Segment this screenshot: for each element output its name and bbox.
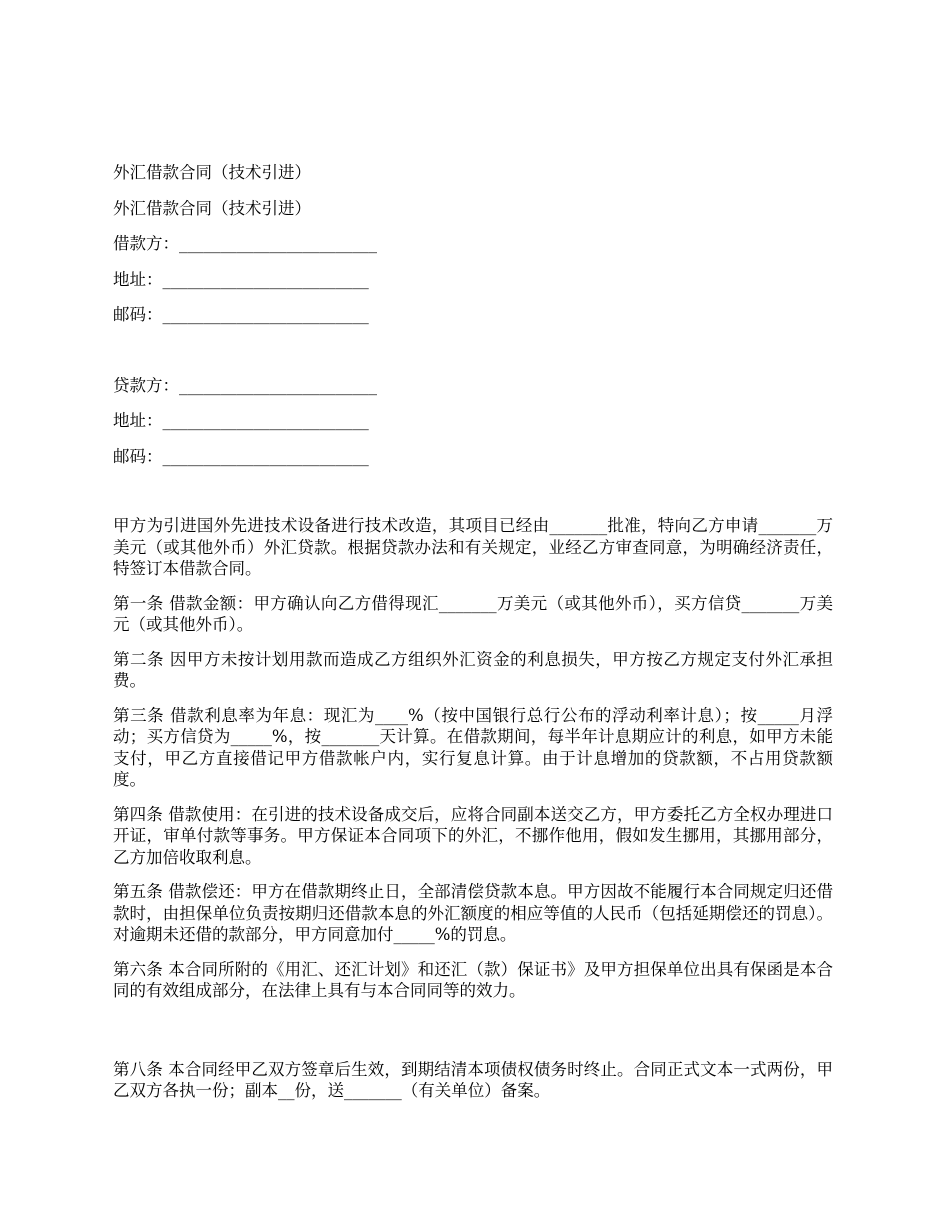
article-6: 第六条 本合同所附的《用汇、还汇计划》和还汇（款）保证书》及甲方担保单位出具有保函是本合同的有效组成部分，在法律上具有与本合同同等的效力。 [113,959,833,1000]
lender-postcode-field: 邮码：_________________________ [113,446,369,466]
borrower-address-field: 地址：_________________________ [113,269,369,289]
article-5: 第五条 借款偿还：甲方在借款期终止日，全部清偿贷款本息。甲方因故不能履行本合同规定归还借款时，由担保单位负责按期归还借款本息的外汇额度的相应等值的人民币（包括延期偿还的罚息）。对逾期未还借的款部分，甲方同意加付_____%的罚息。 [113,882,833,944]
spacer [113,336,833,371]
article-4: 第四条 借款使用：在引进的技术设备成交后，应将合同副本送交乙方，甲方委托乙方全权办理进口开证，审单付款等事务。甲方保证本合同项下的外汇，不挪作他用，假如发生挪用，其挪用部分，乙方加倍收取利息。 [113,804,833,867]
article-3: 第三条 借款利息率为年息：现汇为____%（按中国银行总行公布的浮动利率计息）；按_____月浮动；买方信贷为_____%，按_______天计算。在借款期间，每半年计息期应计的利息，如甲方未能支付，甲乙方直接借记甲方借款帐户内，实行复息计算。由于计息增加的贷款额，不占用贷款额度。 [113,705,833,789]
article-2: 第二条 因甲方未按计划用款而造成乙方组织外汇资金的利息损失，甲方按乙方规定支付外汇承担费。 [113,649,833,690]
borrower-name-field: 借款方：________________________ [113,234,377,253]
article-1: 第一条 借款金额：甲方确认向乙方借得现汇_______万美元（或其他外币），买方信贷_______万美元（或其他外币）。 [113,593,833,634]
spacer [113,477,833,515]
borrower-postcode-field: 邮码：_________________________ [113,305,369,324]
lender-name-field: 贷款方：________________________ [113,375,377,395]
preamble-paragraph: 甲方为引进国外先进技术设备进行技术改造，其项目已经由_______批准，特向乙方申请_______万美元（或其他外币）外汇贷款。根据贷款办法和有关规定，业经乙方审查同意，为明确经济责任，特签订本借款合同。 [113,516,833,578]
lender-address-field: 地址：_________________________ [113,411,369,430]
contract-page [113,158,833,1115]
document-subtitle: 外汇借款合同（技术引进） [113,198,311,218]
document-title: 外汇借款合同（技术引进） [113,163,311,182]
article-8: 第八条 本合同经甲乙双方签章后生效，到期结清本项债权债务时终止。合同正式文本一式两份，甲乙双方各执一份；副本__份，送_______（有关单位）备案。 [113,1059,833,1100]
spacer [113,1015,833,1059]
